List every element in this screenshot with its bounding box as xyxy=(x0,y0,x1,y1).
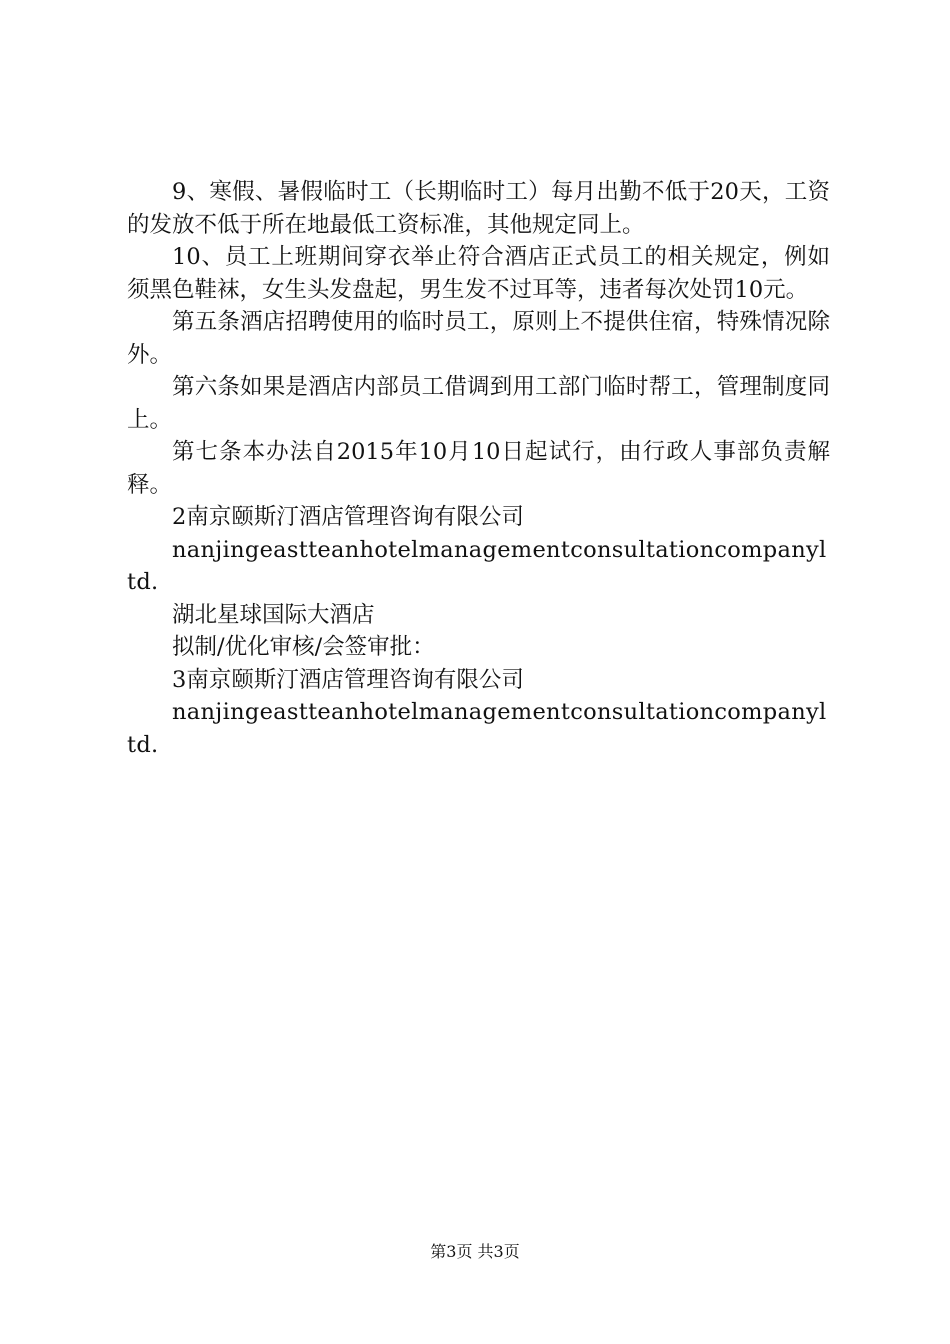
approval-line: 拟制/优化审核/会签审批： xyxy=(172,634,435,660)
company-name-2: 2南京颐斯汀酒店管理咨询有限公司 xyxy=(172,504,524,530)
company-name-3: 3南京颐斯汀酒店管理咨询有限公司 xyxy=(172,666,524,693)
page-number-footer: 第3页 共3页 xyxy=(430,1242,520,1261)
paragraph-article-9: 9、寒假、暑假临时工（长期临时工）每月出勤不低于20天，工资的发放不低于所在地最低工资标准，其他规定同上。 xyxy=(127,179,830,238)
paragraph-article-seven: 第七条本办法自2015年10月10日起试行，由行政人事部负责解释。 xyxy=(127,439,830,498)
document-body xyxy=(127,176,830,761)
paragraph-article-six: 第六条如果是酒店内部员工借调到用工部门临时帮工，管理制度同上。 xyxy=(127,374,830,433)
paragraph-article-five: 第五条酒店招聘使用的临时员工，原则上不提供住宿，特殊情况除外。 xyxy=(127,309,830,368)
paragraph-article-10: 10、员工上班期间穿衣举止符合酒店正式员工的相关规定，例如须黑色鞋袜，女生头发盘起，男生发不过耳等，违者每次处罚10元。 xyxy=(127,244,830,303)
company-name-english-3: nanjingeastteanhotelmanagementconsultationcompanyltd. xyxy=(127,699,827,758)
hotel-name: 湖北星球国际大酒店 xyxy=(172,601,375,628)
company-name-english-2: nanjingeastteanhotelmanagementconsultationcompanyltd. xyxy=(127,536,827,595)
